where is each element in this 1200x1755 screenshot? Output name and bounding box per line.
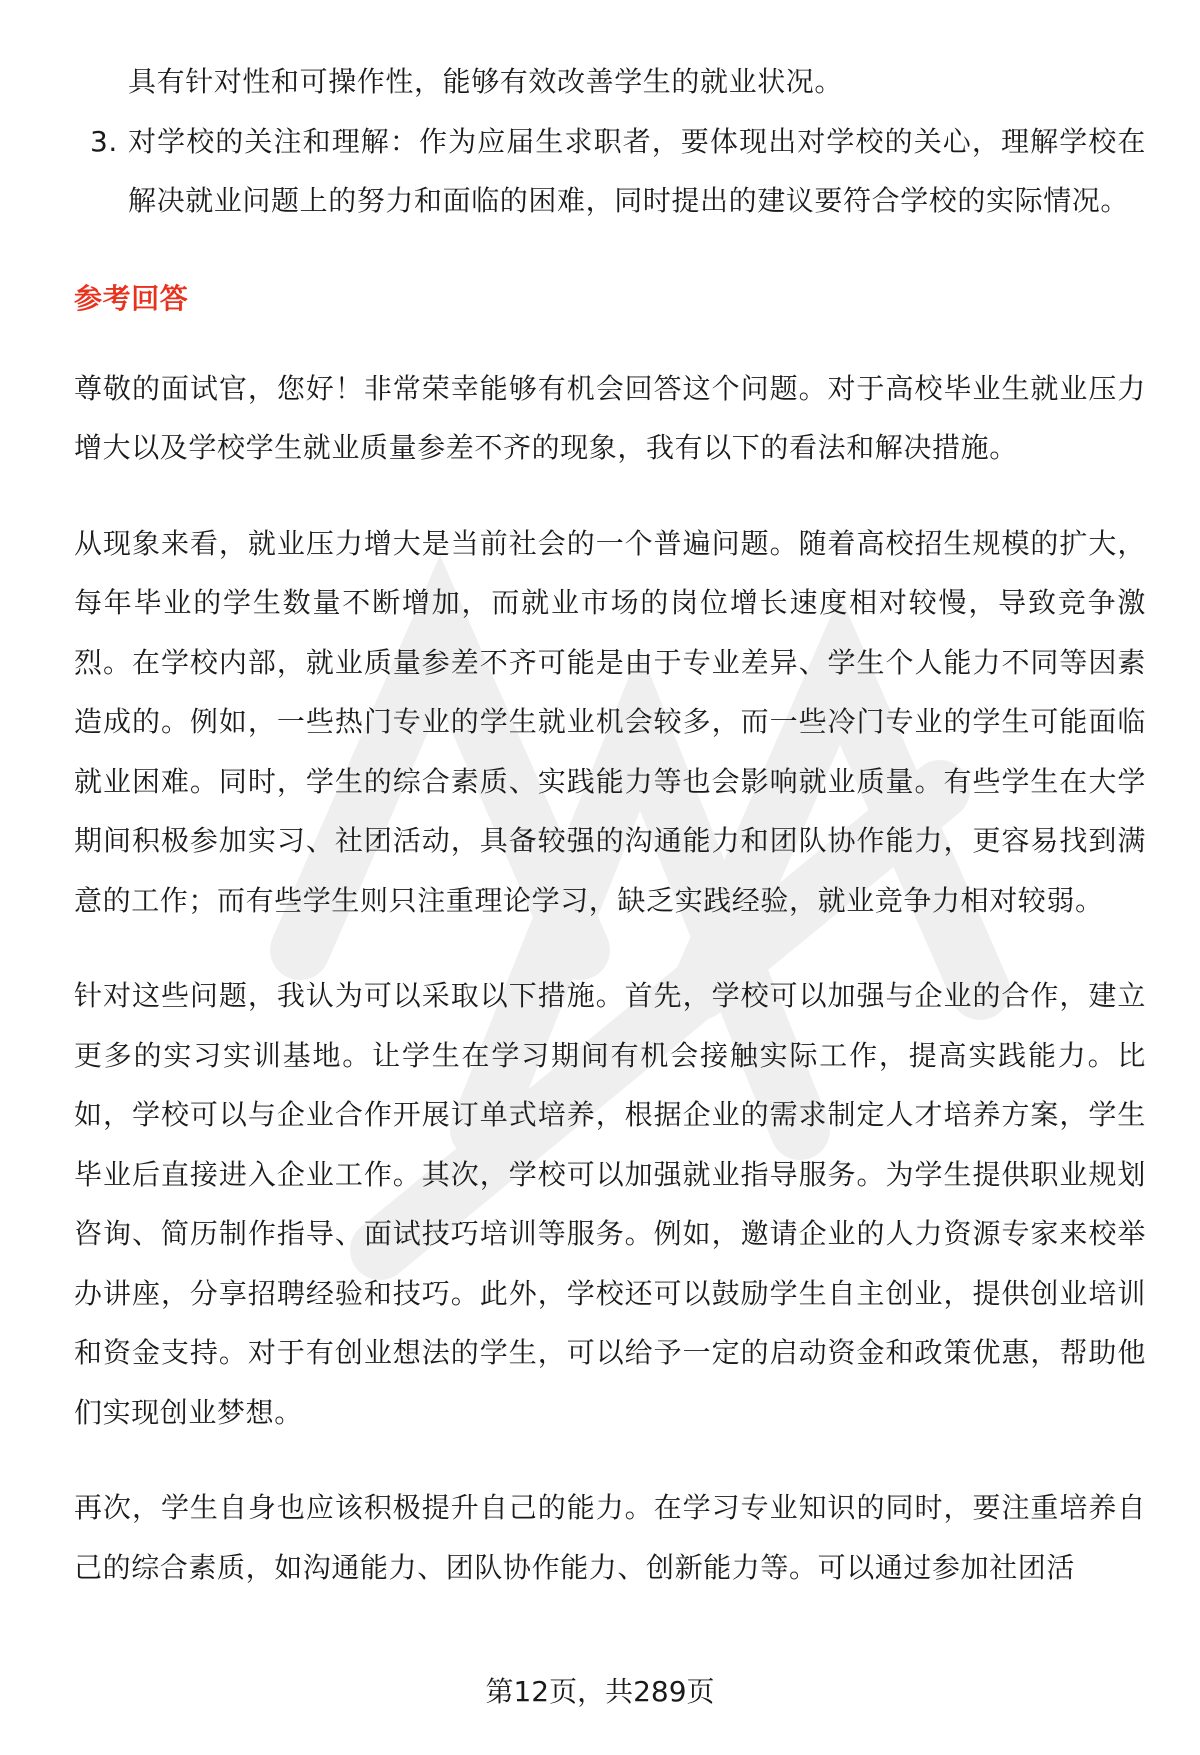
paragraph: 从现象来看，就业压力增大是当前社会的一个普遍问题。随着高校招生规模的扩大，每年毕业的学生数量不断增加，而就业市场的岗位增长速度相对较慢，导致竞争激烈。在学校内部，就业质量参差不齐可能是由于专业差异、学生个人能力不同等因素造成的。例如，一些热门专业的学生就业机会较多，而一些冷门专业的学生可能面临就业困难。同时，学生的综合素质、实践能力等也会影响就业质量。有些学生在大学期间积极参加实习、社团活动，具备较强的沟通能力和团队协作能力，更容易找到满意的工作；而有些学生则只注重理论学习，缺乏实践经验，就业竞争力相对较弱。 [74, 526, 1146, 917]
paragraph: 尊敬的面试官，您好！非常荣幸能够有机会回答这个问题。对于高校毕业生就业压力增大以及学校学生就业质量参差不齐的现象，我有以下的看法和解决措施。 [74, 371, 1146, 464]
list-number: 3. [90, 124, 118, 158]
document-body [74, 52, 1146, 1633]
list-item-continuation: 具有针对性和可操作性，能够有效改善学生的就业状况。 [128, 65, 844, 98]
section-heading: 参考回答 [74, 281, 189, 315]
paragraph: 针对这些问题，我认为可以采取以下措施。首先，学校可以加强与企业的合作，建立更多的实习实训基地。让学生在学习期间有机会接触实际工作，提高实践能力。比如，学校可以与企业合作开展订单式培养，根据企业的需求制定人才培养方案，学生毕业后直接进入企业工作。其次，学校可以加强就业指导服务。为学生提供职业规划咨询、简历制作指导、面试技巧培训等服务。例如，邀请企业的人力资源专家来校举办讲座，分享招聘经验和技巧。此外，学校还可以鼓励学生自主创业，提供创业培训和资金支持。对于有创业想法的学生，可以给予一定的启动资金和政策优惠，帮助他们实现创业梦想。 [74, 979, 1146, 1429]
paragraph: 再次，学生自身也应该积极提升自己的能力。在学习专业知识的同时，要注重培养自己的综合素质，如沟通能力、团队协作能力、创新能力等。可以通过参加社团活 [74, 1491, 1146, 1584]
list-item-text: 对学校的关注和理解：作为应届生求职者，要体现出对学校的关心，理解学校在解决就业问题上的努力和面临的困难，同时提出的建议要符合学校的实际情况。 [128, 124, 1146, 217]
page-number: 第12页，共289页 [485, 1675, 715, 1708]
list-item-3 [74, 112, 1146, 231]
